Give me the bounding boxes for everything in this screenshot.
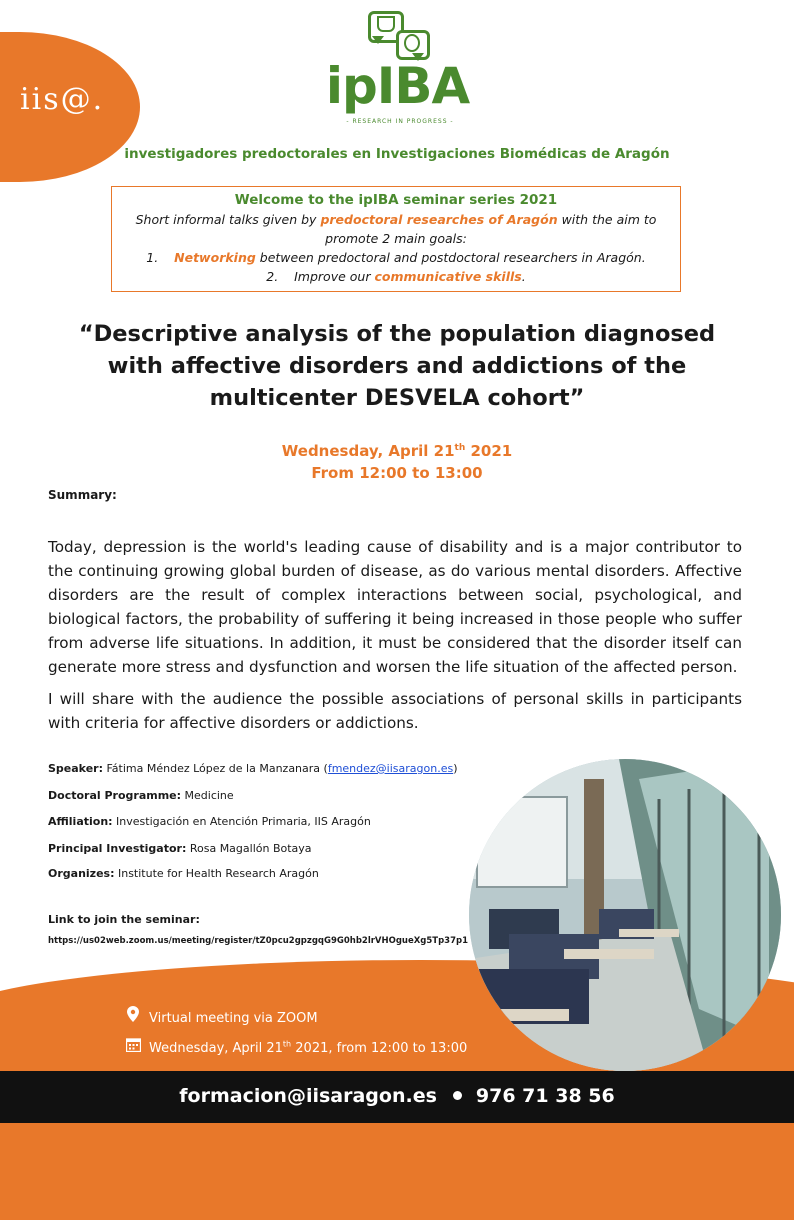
welcome-box — [111, 186, 681, 292]
welcome-goal-1: 1. Networking between predoctoral and postdoctoral researchers in Aragón. — [146, 250, 646, 265]
contact-info — [0, 1085, 794, 1107]
location-pin-icon — [125, 1006, 141, 1026]
contact-email[interactable]: formacion@iisaragon.es — [179, 1085, 437, 1107]
tagline: investigadores predoctorales en Investigaciones Biomédicas de Aragón — [124, 146, 670, 162]
programme-line: Doctoral Programme: Medicine — [48, 789, 234, 802]
speaker-line: Speaker: Fátima Méndez López de la Manzanara (fmendez@iisaragon.es) — [48, 762, 458, 775]
summary-paragraph-1: Today, depression is the world's leading cause of disability and is a major contributor to the continuing growing global burden of disease, as do various mental disorders. Affective disorders are the result of complex interactions between social, psychological, and biological factors, the probability of suffering it being increased in those people who suffer from adverse life situations. In addition, it must be considered that the disorder itself can generate more stress and dysfunction and worsen the life situation of the affected person. — [48, 538, 742, 676]
iplba-logo-subtitle: - RESEARCH IN PROGRESS - — [346, 118, 454, 125]
principal-investigator-line: Principal Investigator: Rosa Magallón Botaya — [48, 842, 312, 855]
welcome-title: Welcome to the ipIBA seminar series 2021 — [234, 192, 558, 208]
event-date: Wednesday, April 21th 2021 From 12:00 to 13:00 — [0, 437, 794, 484]
link-label: Link to join the seminar: — [48, 913, 200, 926]
organizes-line: Organizes: Institute for Health Research Aragón — [48, 867, 319, 880]
event-time: From 12:00 to 13:00 — [311, 464, 483, 482]
summary-paragraph-2: I will share with the audience the possible associations of personal skills in participants with criteria for affective disorders or addictions. — [48, 690, 742, 732]
affiliation-line: Affiliation: Investigación en Atención Primaria, IIS Aragón — [48, 815, 371, 828]
footer-location: Virtual meeting via ZOOM — [125, 1006, 318, 1026]
welcome-goal-2: 2. Improve our communicative skills. — [266, 269, 526, 284]
separator-dot — [453, 1091, 462, 1100]
contact-phone[interactable]: 976 71 38 56 — [475, 1085, 615, 1107]
welcome-line1: Short informal talks given by predoctoral researches of Aragón with the aim to — [135, 212, 657, 227]
welcome-line2: promote 2 main goals: — [325, 231, 467, 246]
calendar-icon — [125, 1037, 141, 1056]
footer-datetime: Wednesday, April 21th 2021, from 12:00 to 13:00 — [125, 1037, 467, 1056]
seminar-link[interactable]: https://us02web.zoom.us/meeting/register/tZ0pcu2gpzgqG9G0hb2lrVHOgueXg5Tp37p1 — [48, 936, 469, 946]
speaker-email-link[interactable]: fmendez@iisaragon.es — [327, 762, 454, 775]
iplba-logo-text: ipIBA — [325, 57, 470, 115]
talk-title: “Descriptive analysis of the population diagnosed with affective disorders and addictions of the multicenter DESVELA cohort” — [78, 321, 716, 411]
iis-logo: iis@. — [20, 82, 105, 117]
classroom-photo — [469, 759, 781, 1071]
summary-label: Summary: — [48, 488, 117, 502]
